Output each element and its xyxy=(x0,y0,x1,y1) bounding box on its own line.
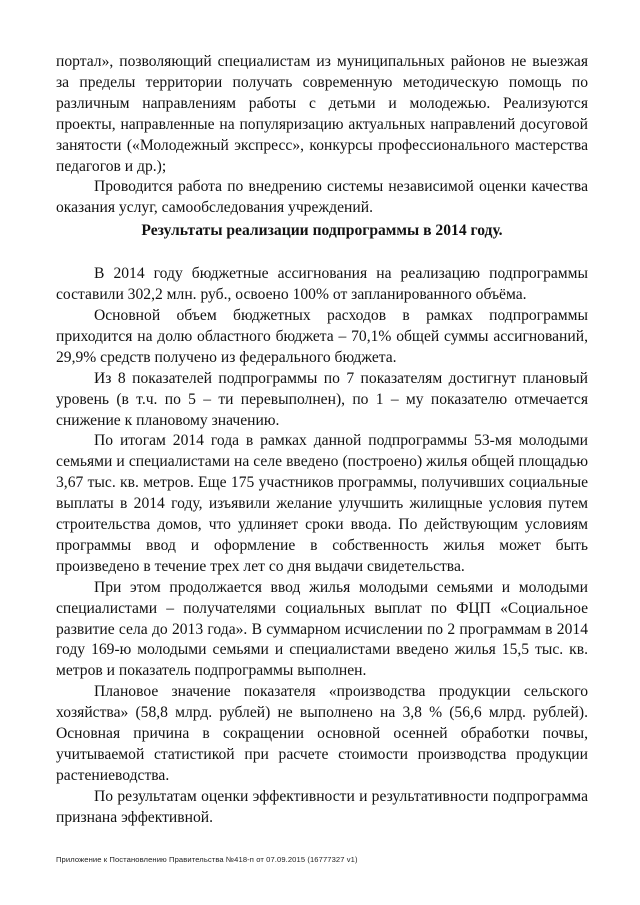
paragraph-indicators: Из 8 показателей подпрограммы по 7 показателям достигнут плановый уровень (в т.ч. по 5 – ти перевыполнен), по 1 – му показателю отмечается снижение к плановому значению. xyxy=(56,369,588,429)
paragraph-budget-structure: Основной объем бюджетных расходов в рамках подпрограммы приходится на долю областного бюджета – 70,1% общей суммы ассигнований, 29,9% средств получено из федерального бюджета. xyxy=(56,306,588,366)
page-footer: Приложение к Постановлению Правительства №418-п от 07.09.2015 (16777327 v1) xyxy=(56,855,358,864)
paragraph-agriculture-production: Плановое значение показателя «производства продукции сельского хозяйства» (58,8 млрд. рублей) не выполнено на 3,8 % (56,6 млрд. рублей). Основная причина в сокращении основной осенней обработки почвы, учитываемой статистикой при расчете стоимости производства продукции растениеводства. xyxy=(56,683,588,784)
paragraph-budget: В 2014 году бюджетные ассигнования на реализацию подпрограммы составили 302,2 млн. руб., освоено 100% от запланированного объёма. xyxy=(56,265,588,304)
paragraph-efficiency: По результатам оценки эффективности и результативности подпрограмма признана эффективной. xyxy=(56,787,588,826)
section-heading: Результаты реализации подпрограммы в 2014 году. xyxy=(141,222,503,240)
document-body xyxy=(56,52,588,829)
paragraph-independent-assessment: Проводится работа по внедрению системы независимой оценки качества оказания услуг, самообследования учреждений. xyxy=(56,178,588,217)
paragraph-housing-results: По итогам 2014 года в рамках данной подпрограммы 53-мя молодыми семьями и специалистами на селе введено (построено) жилья общей площадью 3,67 тыс. кв. метров. Еще 175 участников программы, получивших социальные выплаты в 2014 году, изъявили желание улучшить жилищные условия путем строительства домов, что удлиняет сроки ввода. По действующим условиям программы ввод и оформление в собственность жилья может быть произведено в течение трех лет со дня выдачи свидетельства. xyxy=(56,432,588,575)
paragraph-continuation: портал», позволяющий специалистам из муниципальных районов не выезжая за пределы территории получать современную методическую помощь по различным направлениям работы с детьми и молодежью. Реализуются проекты, направленные на популяризацию актуальных направлений досуговой занятости («Молодежный экспресс», конкурсы профессионального мастерства педагогов и др.); xyxy=(56,53,588,175)
paragraph-housing-fcp: При этом продолжается ввод жилья молодыми семьями и молодыми специалистами – получателями социальных выплат по ФЦП «Социальное развитие села до 2013 года». В суммарном исчислении по 2 программам в 2014 году 169-ю молодыми семьями и специалистами введено жилья 15,5 тыс. кв. метров и показатель подпрограммы выполнен. xyxy=(56,578,588,680)
